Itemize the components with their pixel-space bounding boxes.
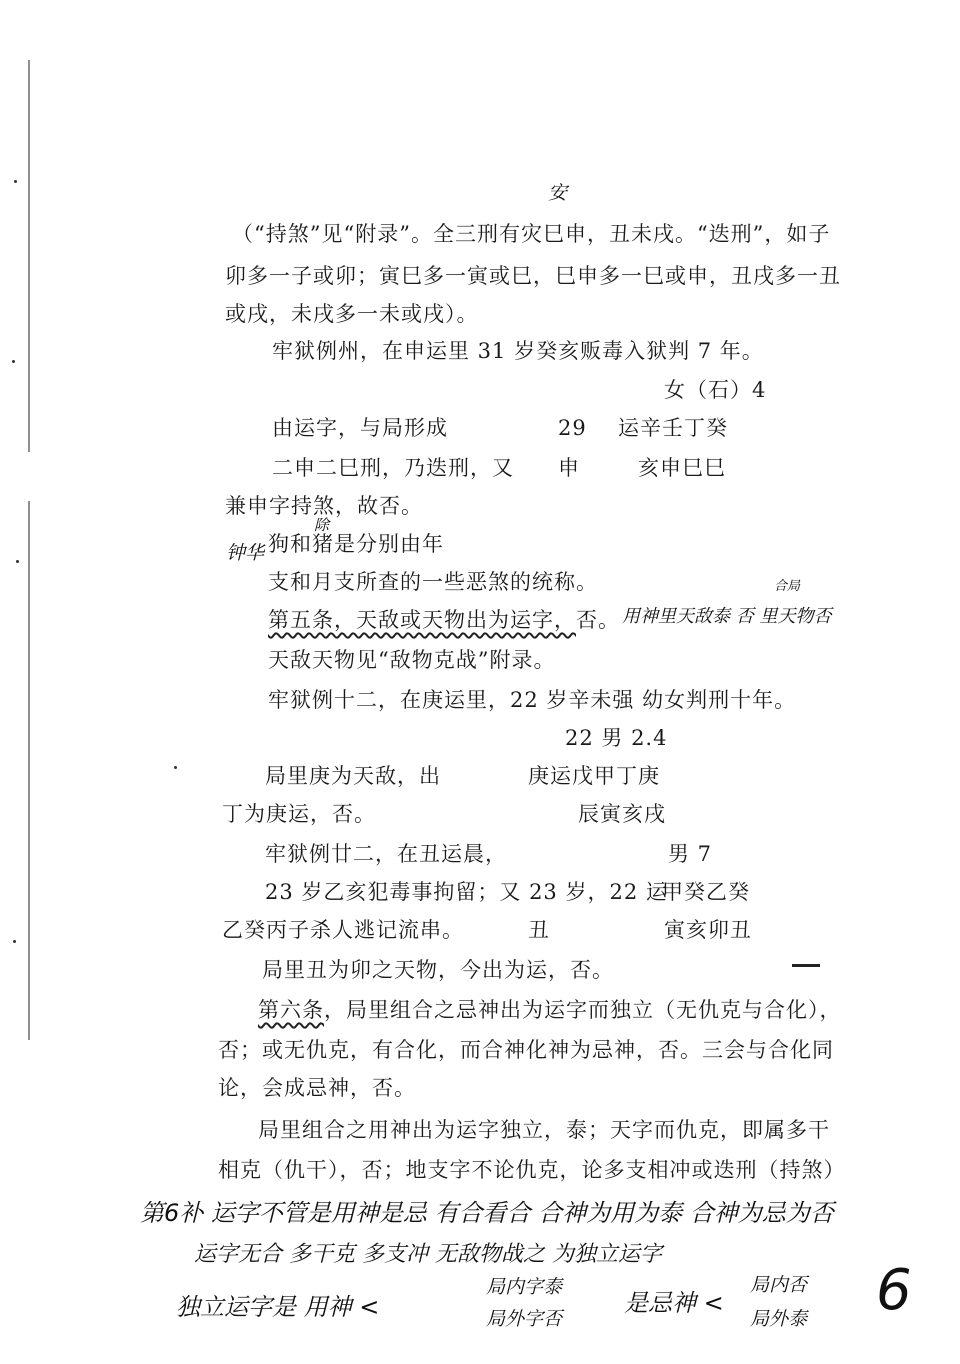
text-line: 论，会成忌神，否。 [218, 1076, 416, 1100]
text-line: 由运字，与局形成 [272, 416, 448, 440]
handwritten-note-branch: 局内否 [750, 1274, 808, 1296]
scan-speck [12, 360, 15, 363]
text-line: 兼申字持煞，故否。 [225, 494, 423, 518]
rule-six-heading: 第六条 [258, 998, 324, 1022]
handwritten-correction: 除 [314, 516, 330, 534]
rule-five-line [268, 606, 620, 634]
text-line: 局里组合之用神出为运字独立，泰；天字而仇克，即属多干 [258, 1118, 830, 1142]
scan-speck [13, 940, 16, 943]
chart-stems: 庚运戊甲丁庚 [528, 764, 660, 788]
handwritten-note-branch: 局外字否 [486, 1308, 563, 1330]
handwritten-rule-6-supplement: 第6补 运字不管是用神是忌 有合看合 合神为用为泰 合神为忌为否 [140, 1199, 834, 1227]
scan-speck [16, 560, 19, 563]
handwritten-note-line: 独立运字是 用神 < [176, 1293, 380, 1321]
text-line: 支和月支所查的一些恶煞的统称。 [268, 570, 598, 594]
handwritten-note-rule5: 用神里天敌泰 否 里天物否 [622, 606, 832, 627]
chart-stems: 运辛壬丁癸 [618, 416, 728, 440]
text-line: 牢狱例十二，在庚运里，22 岁辛未强 幼女判刑十年。 [268, 688, 797, 712]
handwritten-note-rule5-insert: 合局 [774, 579, 801, 594]
text-line: 卯多一子或卯；寅巳多一寅或巳，巳申多一巳或申，丑戌多一丑 [225, 264, 841, 288]
text-line: 天敌天物见“敌物克战”附录。 [268, 648, 556, 672]
handwritten-margin-note: 钟华 [226, 542, 265, 564]
text-line: 狗和猪是分别由年 [268, 532, 444, 556]
chart-luck-branch: 申 [558, 456, 580, 480]
handwritten-note-top: 安 [548, 182, 568, 204]
chart-stems: 甲癸乙癸 [662, 880, 750, 904]
chart-luck-branch: 丑 [528, 918, 550, 942]
scan-speck [174, 766, 177, 769]
text-line: 丁为庚运，否。 [222, 802, 376, 826]
chart-gender-label: 女（石）4 [664, 378, 767, 402]
text-line: 二申二巳刑，乃迭刑，又 [272, 456, 514, 480]
rule-six-text: ，局里组合之忌神出为运字而独立（无仇克与合化）， [324, 998, 842, 1022]
scan-margin-line [28, 60, 30, 1040]
text-line: （“持煞”见“附录”。全三刑有灾巳申，丑未戌。“迭刑”，如子 [232, 222, 831, 246]
text-line: 乙癸丙子杀人逃记流串。 [222, 918, 464, 942]
page-number: 6 [876, 1258, 912, 1323]
handwritten-note-branch: 局外泰 [750, 1308, 808, 1330]
rule-six-line [258, 996, 842, 1024]
text-line: 牢狱例州，在申运里 31 岁癸亥贩毒入狱判 7 年。 [272, 339, 764, 363]
text-line: 相克（仇干），否；地支字不论仇克，论多支相冲或迭刑（持煞） [218, 1158, 846, 1182]
chart-branches: 亥申巳巳 [638, 456, 726, 480]
text-line: 局里庚为天敌，出 [265, 764, 441, 788]
handwritten-note-line: 是忌神 < [624, 1289, 724, 1317]
chart-gender-label: 22 男 2.4 [565, 726, 668, 750]
text-line: 23 岁乙亥犯毒事拘留；又 23 岁，22 运 [265, 880, 668, 904]
text-line: 否；或无仇克，有合化，而合神化神为忌神，否。三会与合化同 [218, 1038, 834, 1062]
scan-speck [14, 180, 17, 183]
chart-branches: 辰寅亥戌 [578, 802, 666, 826]
handwritten-note-line: 运字无合 多干克 多支冲 无敌物战之 为独立运字 [194, 1242, 662, 1267]
rule-five-verdict: 否。 [576, 608, 620, 632]
handwritten-note-branch: 局内字泰 [486, 1276, 563, 1298]
text-line: 或戌，未戌多一未或戌）。 [225, 302, 479, 326]
text-line: 局里丑为卯之天物，今出为运，否。 [262, 958, 614, 982]
text-line: 牢狱例廿二，在丑运晨， [265, 842, 507, 866]
chart-gender-label: 男 7 [668, 842, 713, 866]
chart-branches: 寅亥卯丑 [664, 918, 752, 942]
chart-age: 29 [558, 416, 587, 440]
handwritten-dash [792, 964, 820, 967]
rule-five-heading: 第五条，天敌或天物出为运字， [268, 608, 576, 632]
